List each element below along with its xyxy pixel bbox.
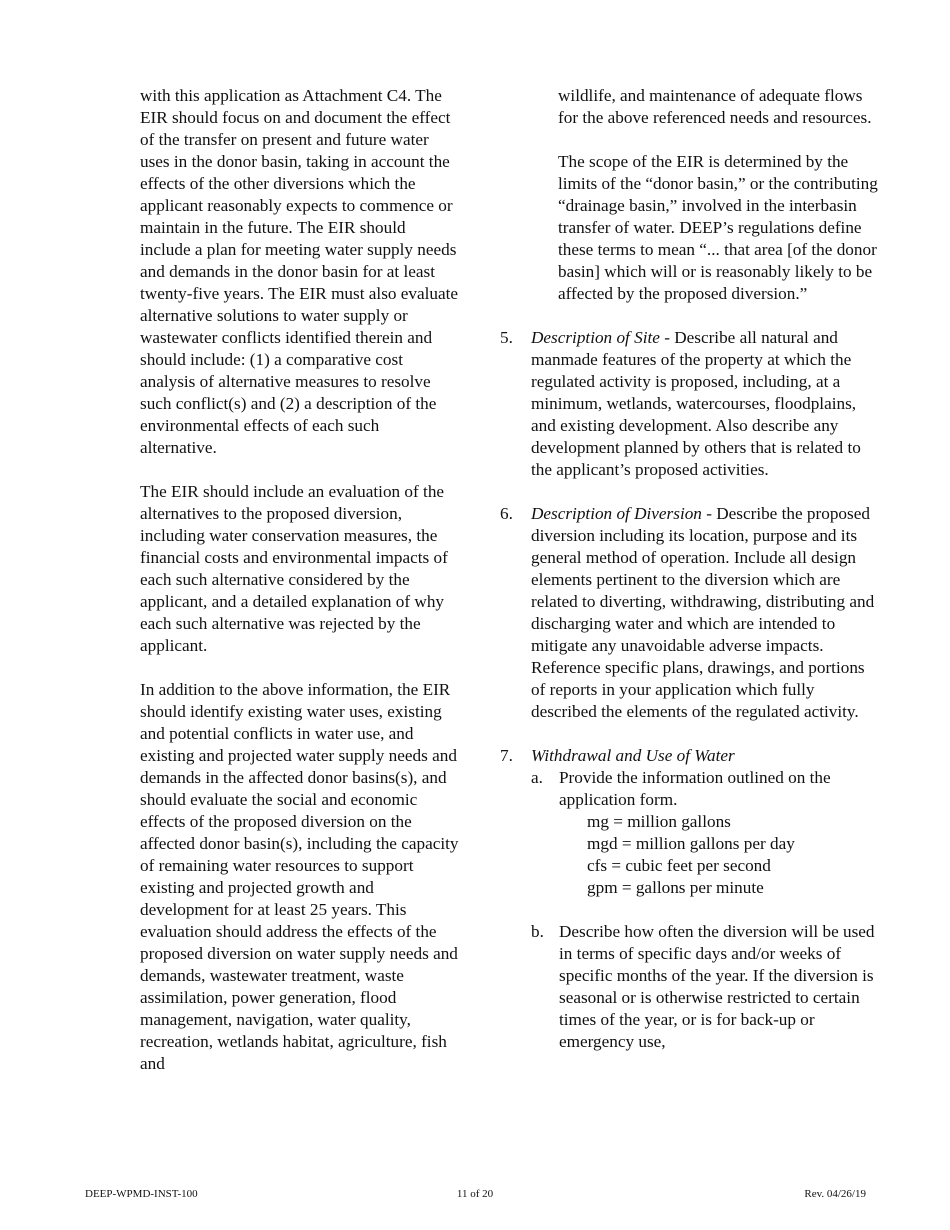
sub-item-text: Provide the information outlined on the application form. xyxy=(559,768,831,809)
sub-item-a xyxy=(531,767,880,899)
sub-item-letter: a. xyxy=(531,768,543,787)
item-text: Describe the proposed diversion including its location, purpose and its general method of operation. Include all design elements pertinent to the diversion which are related to diverting, withdrawing, distributing and discharging water and which are intended to mitigate any unavoidable adverse impacts. Reference specific plans, drawings, and portions of reports in your application which fully described the elements of the regulated activity. xyxy=(531,504,875,721)
abbreviation-gpm: gpm = gallons per minute xyxy=(587,878,764,897)
eir-alternatives-paragraph: The EIR should include an evaluation of the alternatives to the proposed diversion, including water conservation measures, the financial costs and environmental impacts of each such alternative considered by the applicant, and a detailed explanation of why each such alternative was rejected by the applicant. xyxy=(140,482,448,655)
item-number: 7. xyxy=(500,746,513,765)
right-column xyxy=(500,85,880,1075)
sub-item-text: Describe how often the diversion will be used in terms of specific days and/or weeks of specific months of the year. If the diversion is seasonal or is otherwise restricted to certain times of the year, or is for back-up or emergency use, xyxy=(559,922,875,1051)
abbreviation-mgd: mgd = million gallons per day xyxy=(587,834,795,853)
sub-item-b xyxy=(531,921,880,1053)
footer-doc-id: DEEP-WPMD-INST-100 xyxy=(85,1188,198,1200)
item-title: Withdrawal and Use of Water xyxy=(531,746,735,765)
footer-revision: Rev. 04/26/19 xyxy=(804,1188,866,1200)
continued-paragraph: wildlife, and maintenance of adequate flows for the above referenced needs and resources. xyxy=(558,86,872,127)
item-title: Description of Site xyxy=(531,328,660,347)
abbreviation-list xyxy=(587,811,880,899)
item-text: Describe all natural and manmade features of the property at which the regulated activity is proposed, including, at a minimum, wetlands, watercourses, floodplains, and existing development. Also describe any development planned by others that is related to the applicant’s proposed activities. xyxy=(531,328,861,479)
left-column xyxy=(140,85,460,1097)
abbreviation-mg: mg = million gallons xyxy=(587,812,731,831)
eir-water-uses-paragraph: In addition to the above information, the EIR should identify existing water uses, existing and potential conflicts in water use, and existing and projected water supply needs and demands in the affected donor basins(s), and should evaluate the social and economic effects of the proposed diversion on the affected donor basin(s), including the capacity of remaining water resources to support existing and projected growth and development for at least 25 years. This evaluation should address the effects of the proposed diversion on water supply needs and demands, wastewater treatment, waste assimilation, power generation, flood management, navigation, water quality, recreation, wetlands habitat, agriculture, fish and xyxy=(140,680,459,1073)
list-item-withdrawal-and-use xyxy=(500,745,880,767)
eir-scope-paragraph: The scope of the EIR is determined by the limits of the “donor basin,” or the contributing “drainage basin,” involved in the interbasin transfer of water. DEEP’s regulations define these terms to mean “... that area [of the donor basin] which will or is reasonably likely to be affected by the proposed diversion.” xyxy=(558,152,878,303)
item-separator: - xyxy=(701,504,717,523)
abbreviation-cfs: cfs = cubic feet per second xyxy=(587,856,771,875)
footer-page-number: 11 of 20 xyxy=(456,1188,494,1200)
item-title: Description of Diversion xyxy=(531,504,702,523)
item-number: 6. xyxy=(500,504,513,523)
item-separator: - xyxy=(659,328,675,347)
sub-item-letter: b. xyxy=(531,922,544,941)
eir-focus-paragraph: with this application as Attachment C4. The EIR should focus on and document the effect of the transfer on present and future water uses in the donor basin, taking in account the effects of the other diversions which the applicant reasonably expects to commence or maintain in the future. The EIR should include a plan for meeting water supply needs and demands in the donor basin for at least twenty-five years. The EIR must also evaluate alternative solutions to water supply or wastewater conflicts identified therein and should include: (1) a comparative cost analysis of alternative measures to resolve such conflict(s) and (2) a description of the environmental effects of each such alternative. xyxy=(140,86,459,457)
item-number: 5. xyxy=(500,328,513,347)
list-item-description-of-diversion xyxy=(500,503,880,723)
list-item-description-of-site xyxy=(500,327,880,481)
